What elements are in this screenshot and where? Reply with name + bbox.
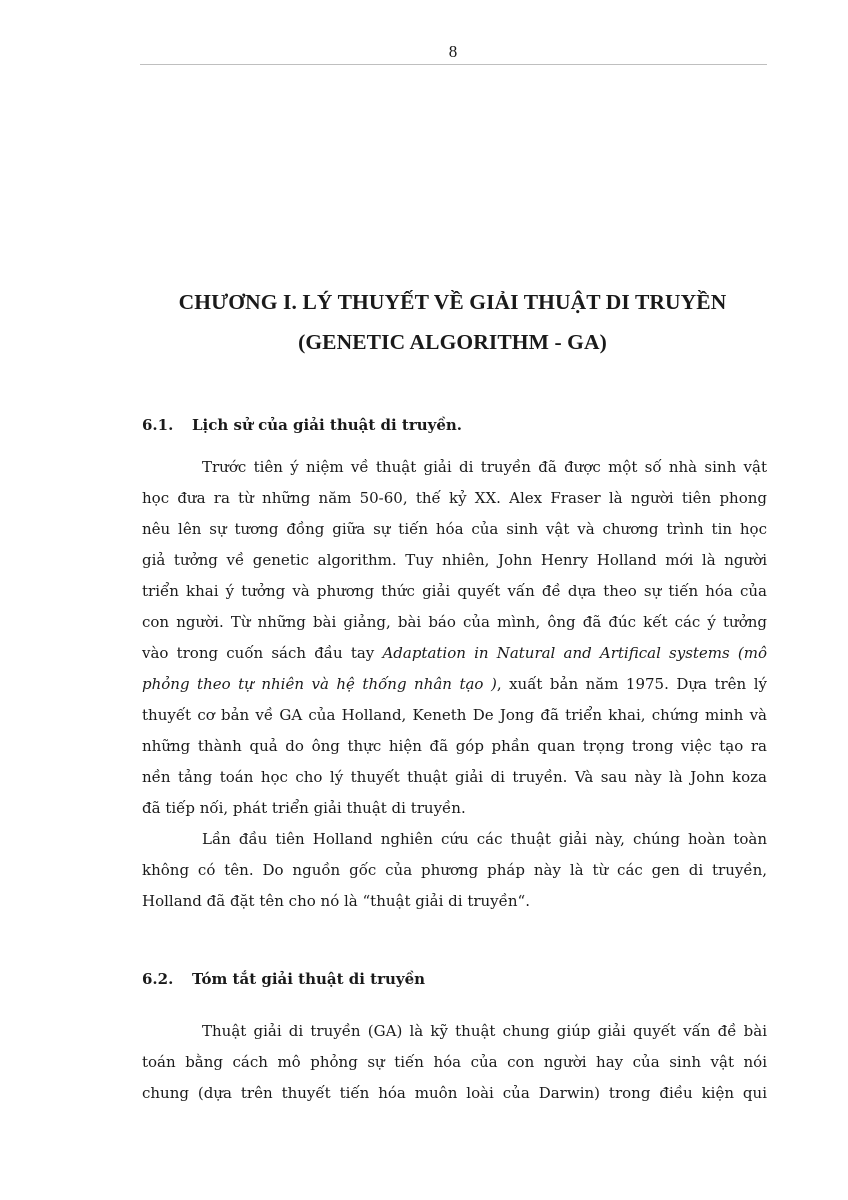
text-line: giả tưởng về genetic algorithm. Tuy nhiên, John Henry Holland mới là người [142, 551, 767, 569]
text-line: triển khai ý tưởng và phương thức giải quyết vấn đề dựa theo sự tiến hóa của [142, 582, 767, 600]
page-number: 8 [448, 42, 458, 61]
text-line: không có tên. Do nguồn gốc của phương pháp này là từ các gen di truyền, [142, 861, 767, 879]
section-number: 6.1. [142, 416, 174, 434]
section-number: 6.2. [142, 970, 174, 988]
section-6-1-body [142, 452, 767, 917]
book-title-italic: Adaptation in Natural and Artifical systems (mô [382, 644, 767, 662]
text-line: đã tiếp nối, phát triển giải thuật di truyền. [142, 799, 466, 817]
section-heading-6-2 [142, 970, 425, 988]
section-title: Lịch sử của giải thuật di truyền. [192, 416, 463, 434]
text-line: Holland đã đặt tên cho nó là “thuật giải di truyền“. [142, 892, 530, 910]
text-line: nền tảng toán học cho lý thuyết thuật giải di truyền. Và sau này là John koza [142, 768, 767, 786]
text-line: toán bằng cách mô phỏng sự tiến hóa của con người hay của sinh vật nói [142, 1053, 767, 1071]
text-line: những thành quả do ông thực hiện đã góp phần quan trọng trong việc tạo ra [142, 737, 767, 755]
text-line: Lần đầu tiên Holland nghiên cứu các thuật giải này, chúng hoàn toàn [202, 830, 767, 848]
section-6-2-body [142, 1016, 767, 1109]
text-line: thuyết cơ bản về GA của Holland, Keneth De Jong đã triển khai, chứng minh và [142, 706, 767, 724]
header-divider [140, 64, 767, 65]
text-line: nêu lên sự tương đồng giữa sự tiến hóa của sinh vật và chương trình tin học [142, 520, 767, 538]
chapter-title [80, 282, 825, 362]
section-heading-6-1 [142, 416, 462, 434]
text-line: Thuật giải di truyền (GA) là kỹ thuật chung giúp giải quyết vấn đề bài [202, 1022, 767, 1040]
section-title: Tóm tắt giải thuật di truyền [192, 970, 426, 988]
book-title-italic: phỏng theo tự nhiên và hệ thống nhân tạo ) [142, 675, 497, 693]
text-line [142, 638, 767, 669]
chapter-title-line-2: (GENETIC ALGORITHM - GA) [298, 330, 607, 354]
text-line: Trước tiên ý niệm về thuật giải di truyền đã được một số nhà sinh vật [202, 458, 767, 476]
text-line [142, 669, 767, 700]
text-line: chung (dựa trên thuyết tiến hóa muôn loài của Darwin) trong điều kiện qui [142, 1084, 767, 1102]
chapter-title-line-1: CHƯƠNG I. LÝ THUYẾT VỀ GIẢI THUẬT DI TRUYỀN [178, 290, 727, 314]
text-run: vào trong cuốn sách đầu tay [142, 644, 383, 662]
text-line: con người. Từ những bài giảng, bài báo của mình, ông đã đúc kết các ý tưởng [142, 613, 767, 631]
text-run: , xuất bản năm 1975. Dựa trên lý [496, 675, 767, 693]
text-line: học đưa ra từ những năm 50-60, thế kỷ XX. Alex Fraser là người tiên phong [142, 489, 767, 507]
